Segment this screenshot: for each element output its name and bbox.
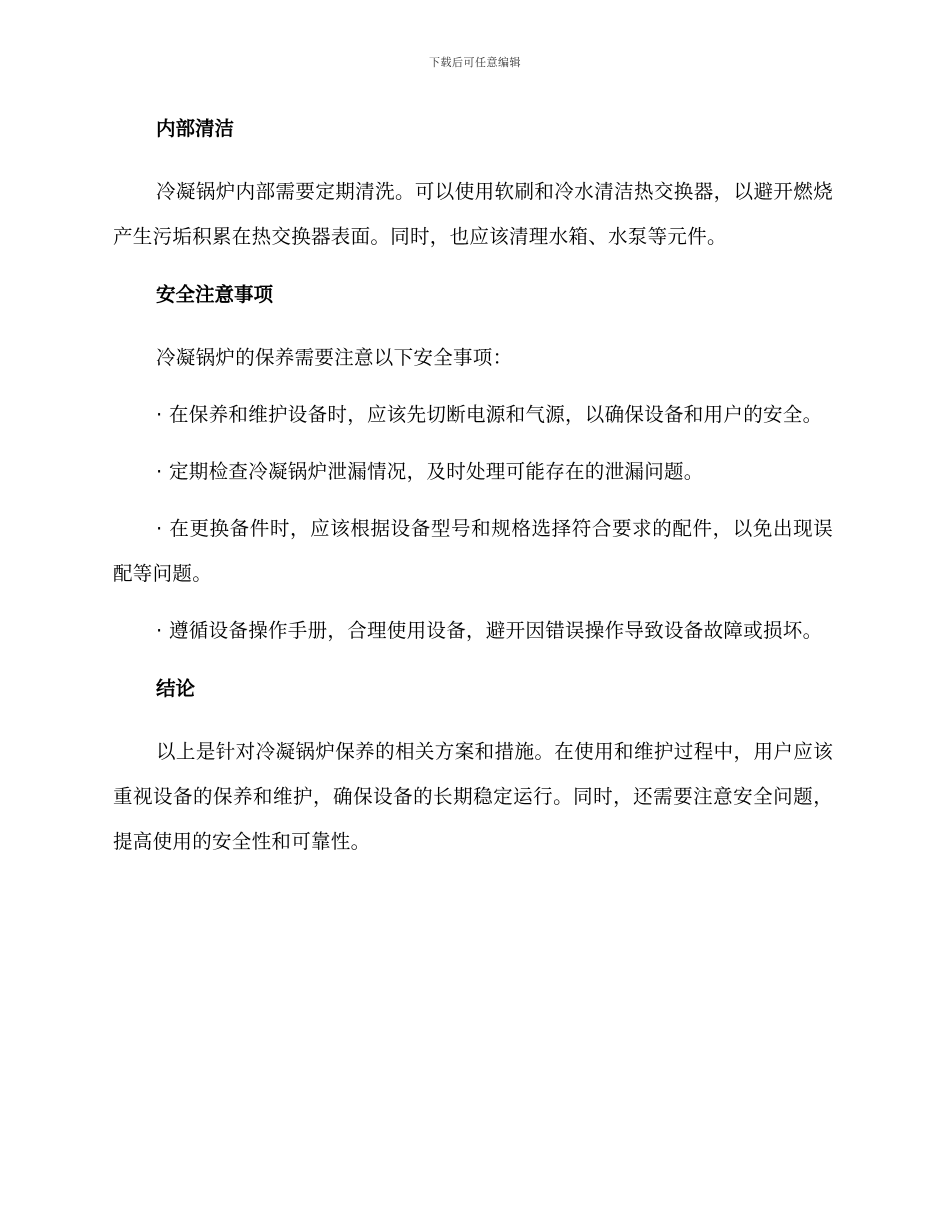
section-title-safety: 安全注意事项 [156,283,274,306]
header-note: 下载后可任意编辑 [429,56,521,69]
safety-item: · 遵循设备操作手册，合理使用设备，避开因错误操作导致设备故障或损坏。 [156,619,823,642]
safety-item: · 在更换备件时，应该根据设备型号和规格选择符合要求的配件，以免出现误配等问题。 [113,517,833,585]
paragraph-safety-intro: 冷凝锅炉的保养需要注意以下安全事项： [156,346,513,369]
paragraph-conclusion: 以上是针对冷凝锅炉保养的相关方案和措施。在使用和维护过程中，用户应该重视设备的保养和维护，确保设备的长期稳定运行。同时，还需要注意安全问题，提高使用的安全性和可靠性。 [113,740,833,853]
safety-item: · 定期检查冷凝锅炉泄漏情况，及时处理可能存在的泄漏问题。 [156,460,704,483]
paragraph-internal-cleaning: 冷凝锅炉内部需要定期清洗。可以使用软刷和冷水清洁热交换器，以避开燃烧产生污垢积累在热交换器表面。同时，也应该清理水箱、水泵等元件。 [113,180,833,248]
document-body [113,112,833,864]
section-title-internal-cleaning: 内部清洁 [156,117,235,140]
safety-item: · 在保养和维护设备时，应该先切断电源和气源，以确保设备和用户的安全。 [156,403,823,426]
section-title-conclusion: 结论 [156,677,196,700]
